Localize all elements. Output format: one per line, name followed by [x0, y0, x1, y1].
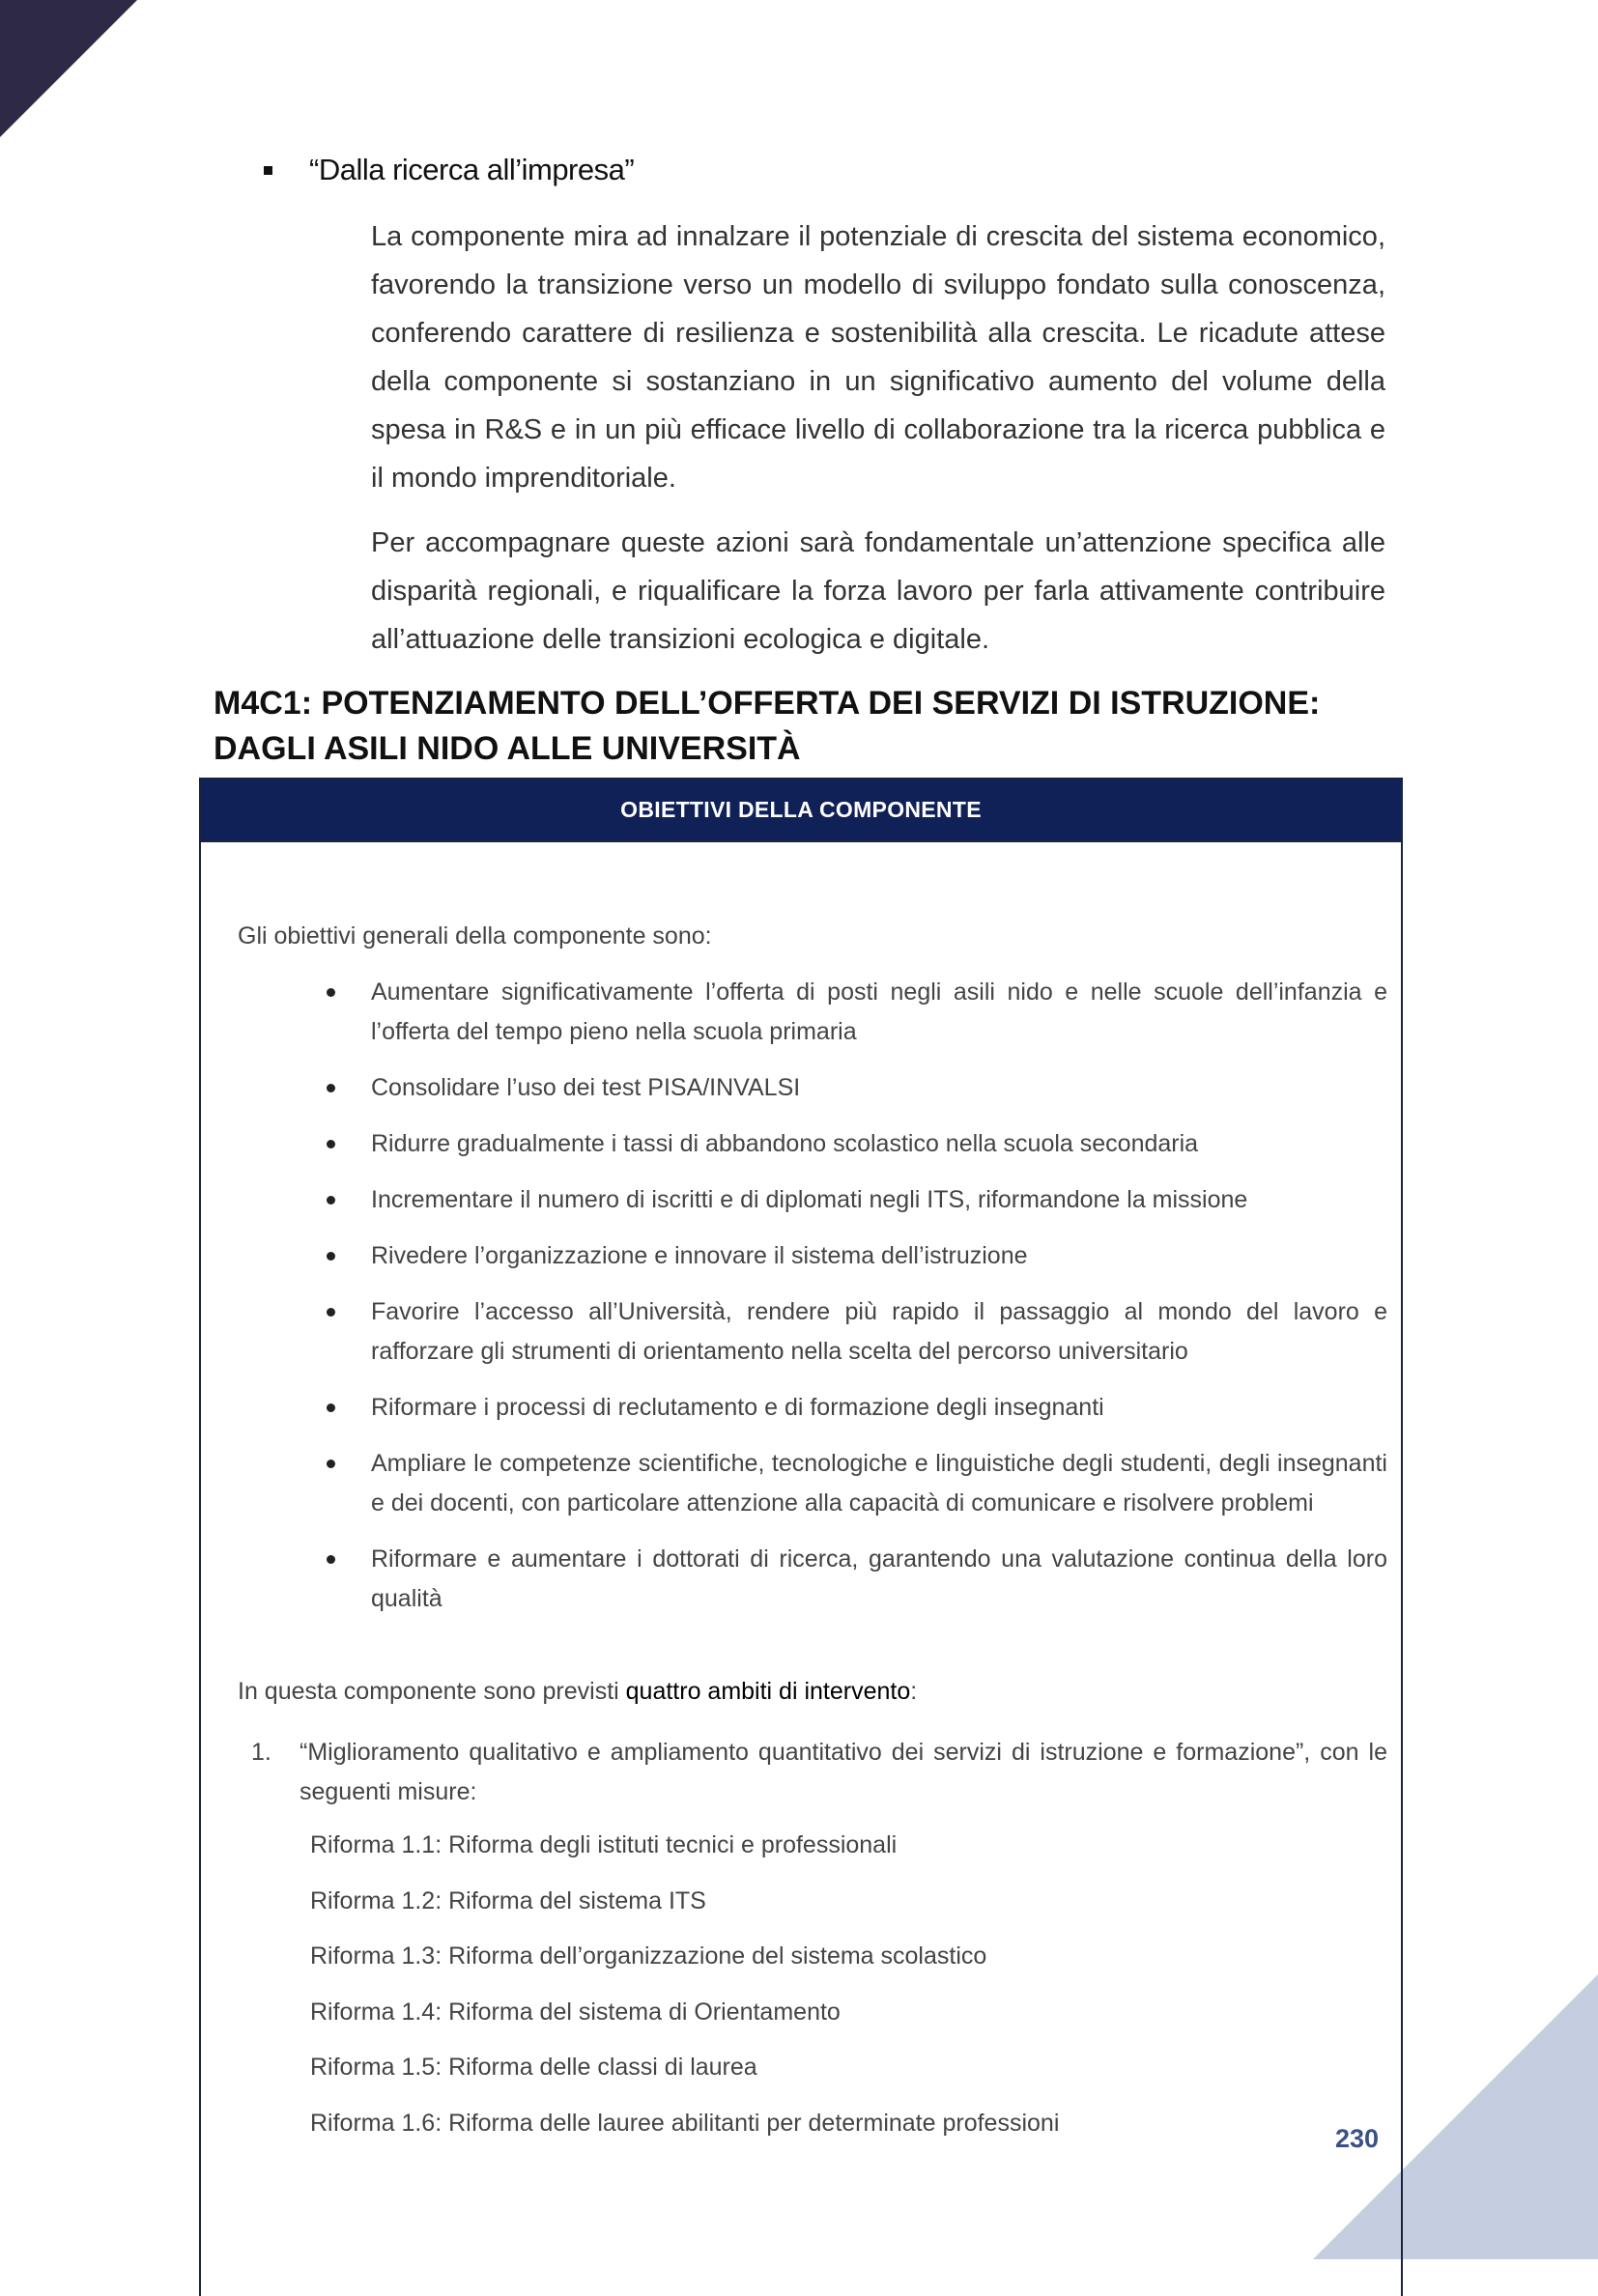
list-item: Riformare e aumentare i dottorati di ricerca, garantendo una valutazione continua della loro qualità: [201, 1540, 1401, 1619]
areas-intro-prefix: In questa componente sono previsti: [238, 1678, 626, 1705]
page-number: 230: [1335, 2124, 1380, 2153]
objectives-intro: Gli obiettivi generali della componente sono:: [238, 922, 712, 950]
area-text: “Miglioramento qualitativo e ampliamento quantitativo dei servizi di istruzione e formazione”, con le seguenti misure:: [300, 1739, 1387, 1805]
area-number: 1.: [251, 1739, 271, 1766]
objectives-box: [199, 778, 1403, 2296]
paragraph: La componente mira ad innalzare il potenziale di crescita del sistema economico, favorendo la transizione verso un modello di sviluppo fondato sulla conoscenza, conferendo carattere di resilienza e sostenibilità alla crescita. Le ricadute attese della componente si sostanziano in un significativo aumento del volume della spesa in R&S e in un più efficace livello di collaborazione tra la ricerca pubblica e il mondo imprenditoriale.: [371, 221, 1385, 494]
list-item: Rivedere l’organizzazione e innovare il sistema dell’istruzione: [201, 1236, 1401, 1276]
paragraph: Per accompagnare queste azioni sarà fondamentale un’attenzione specifica alle disparità regionali, e riqualificare la forza lavoro per farla attivamente contribuire all’attuazione delle transizioni ecologica e digitale.: [371, 527, 1385, 655]
bullet-heading-text: “Dalla ricerca all’impresa”: [309, 153, 635, 186]
measure-item: Riforma 1.1: Riforma degli istituti tecnici e professionali: [310, 1831, 898, 1858]
measures-list: [310, 1826, 1059, 2159]
measure-item: Riforma 1.5: Riforma delle classi di laurea: [310, 2054, 757, 2081]
areas-intro-suffix: :: [910, 1678, 918, 1705]
measure-item: Riforma 1.3: Riforma dell’organizzazione del sistema scolastico: [310, 1942, 987, 1970]
objectives-box-header: OBIETTIVI DELLA COMPONENTE: [201, 780, 1401, 842]
areas-intro-bold: quattro ambiti di intervento: [625, 1678, 911, 1705]
area-item: [251, 1733, 1387, 1812]
list-item: Incrementare il numero di iscritti e di diplomati negli ITS, riformandone la missione: [201, 1180, 1401, 1220]
list-item: Riformare i processi di reclutamento e di formazione degli insegnanti: [201, 1388, 1401, 1428]
areas-intro: [238, 1678, 917, 1706]
measure-item: Riforma 1.4: Riforma del sistema di Orientamento: [310, 1998, 841, 2026]
measure-item: Riforma 1.2: Riforma del sistema ITS: [310, 1886, 706, 1914]
corner-decoration-top-left: [0, 0, 137, 137]
list-item: Consolidare l’uso dei test PISA/INVALSI: [201, 1068, 1401, 1108]
bullet-heading: [264, 153, 634, 187]
square-bullet-icon: [264, 166, 272, 175]
list-item: Ampliare le competenze scientifiche, tecnologiche e linguistiche degli studenti, degli insegnanti e dei docenti, con particolare attenzione alla capacità di comunicare e risolvere problemi: [201, 1444, 1401, 1523]
list-item: Aumentare significativamente l’offerta di posti negli asili nido e nelle scuole dell’infanzia e l’offerta del tempo pieno nella scuola primaria: [201, 973, 1401, 1052]
list-item: Favorire l’accesso all’Università, rendere più rapido il passaggio al mondo del lavoro e rafforzare gli strumenti di orientamento nella scelta del percorso universitario: [201, 1292, 1401, 1372]
objectives-list: [201, 973, 1401, 1635]
list-item: Ridurre gradualmente i tassi di abbandono scolastico nella scuola secondaria: [201, 1124, 1401, 1164]
measure-item: Riforma 1.6: Riforma delle lauree abilitanti per determinate professioni: [310, 2109, 1060, 2137]
section-title: M4C1: POTENZIAMENTO DELL’OFFERTA DEI SERVIZI DI ISTRUZIONE: DAGLI ASILI NIDO ALLE UNIVERSITÀ: [214, 685, 1321, 767]
